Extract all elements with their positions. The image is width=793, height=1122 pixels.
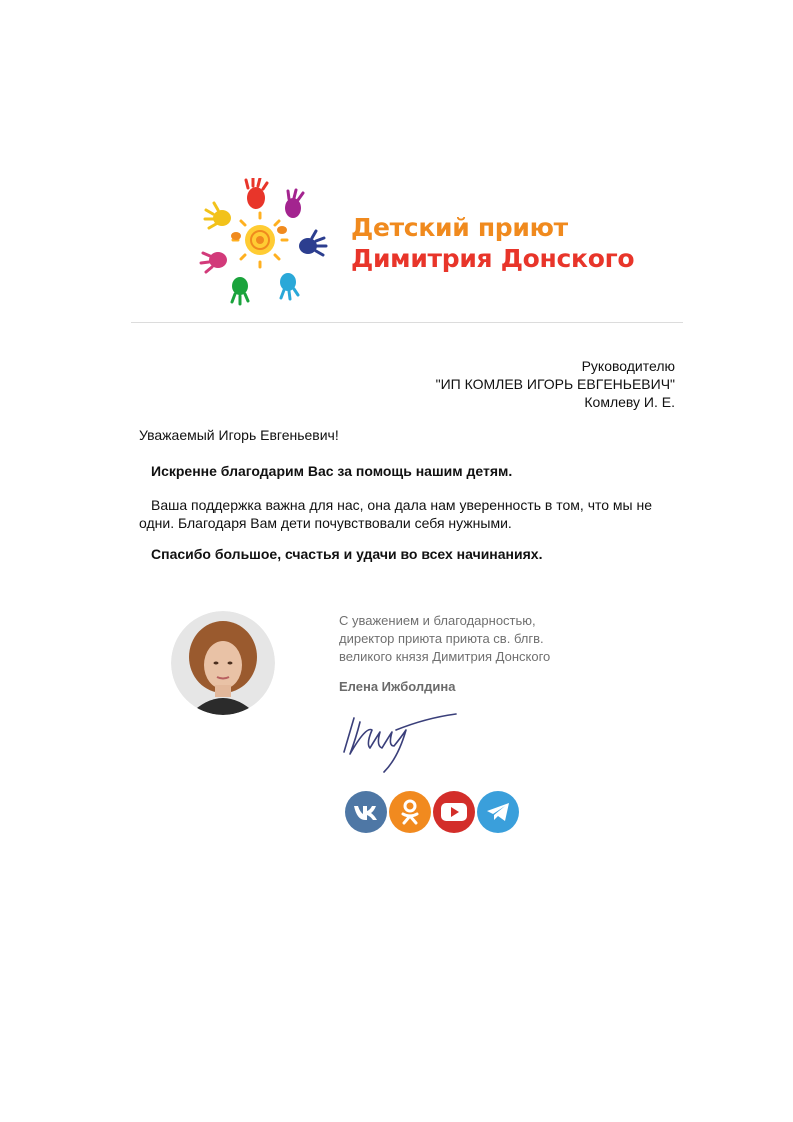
signature-closing: [339, 612, 550, 666]
signature-line3: великого князя Димитрия Донского: [339, 649, 551, 664]
youtube-icon: [441, 803, 467, 821]
signature-name: Елена Ижболдина: [339, 679, 456, 694]
recipient-name: Комлеву И. Е.: [584, 394, 675, 410]
handwritten-signature: [336, 708, 466, 780]
recipient-company: "ИП КОМЛЕВ ИГОРЬ ЕВГЕНЬЕВИЧ": [435, 376, 675, 392]
odnoklassniki-icon: [399, 799, 421, 825]
telegram-icon: [486, 802, 510, 822]
director-avatar: [171, 611, 275, 715]
letter-paragraph-wishes: Спасибо большое, счастья и удачи во всех начинаниях.: [151, 546, 543, 562]
recipient-block: [436, 357, 675, 411]
letter-paragraph-support: Ваша поддержка важна для нас, она дала нам уверенность в том, что мы не одни. Благодаря Вам дети почувствовали себя нужными.: [139, 497, 653, 531]
signature-line1: С уважением и благодарностью,: [339, 613, 536, 628]
logo-title: [351, 212, 634, 274]
letter-greeting: Уважаемый Игорь Евгеньевич!: [139, 427, 339, 443]
vk-icon: [353, 804, 379, 820]
telegram-button[interactable]: [477, 791, 519, 833]
vk-button[interactable]: [345, 791, 387, 833]
youtube-button[interactable]: [433, 791, 475, 833]
logo-hands-sun-icon: [198, 178, 330, 308]
odnoklassniki-button[interactable]: [389, 791, 431, 833]
header-divider: [131, 322, 683, 323]
letter-paragraph-thanks: Искренне благодарим Вас за помощь нашим детям.: [151, 463, 513, 479]
social-links: [345, 791, 519, 833]
signature-line2: директор приюта приюта св. блгв.: [339, 631, 544, 646]
recipient-position: Руководителю: [581, 358, 675, 374]
logo-title-line1: Детский приют: [351, 213, 568, 242]
logo-title-line2: Димитрия Донского: [351, 244, 635, 273]
